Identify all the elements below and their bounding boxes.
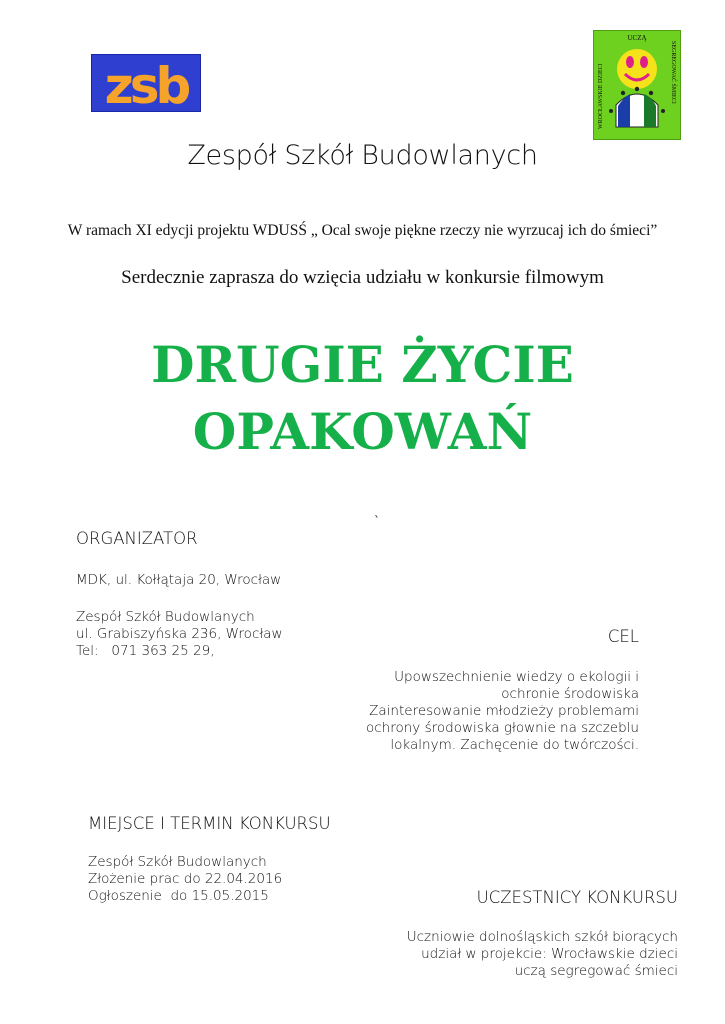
participants-line: udział w projekcie: Wrocławskie dzieci [421, 946, 678, 962]
organizer-line: Zespół Szkół Budowlanych [76, 609, 255, 625]
contest-title-line1: DRUGIE ŻYCIE [151, 335, 574, 394]
project-line: W ramach XI edycji projektu WDUSŚ „ Ocal swoje piękne rzeczy nie wyrzucaj ich do śmieci” [67, 222, 658, 239]
stray-mark: ` [374, 514, 380, 528]
organizer-line: Tel: 071 363 25 29, [76, 643, 215, 659]
school-name: Zespół Szkół Budowlanych [187, 140, 538, 171]
contest-title-line2: OPAKOWAŃ [192, 402, 533, 461]
goal-heading: CEL [607, 627, 639, 646]
goal-line: ochrony środowiska głownie na szczeblu [365, 720, 639, 736]
goal-line: lokalnym. Zachęcenie do twórczości. [390, 737, 639, 753]
wduss-logo [593, 30, 681, 140]
wduss-top-text: UCZĄ [627, 34, 647, 42]
smiley-face-icon [617, 49, 657, 89]
place-line: Zespół Szkół Budowlanych [88, 854, 267, 870]
place-heading: MIEJSCE I TERMIN KONKURSU [88, 814, 331, 833]
wduss-left-text: WROCŁAWSKIE DZIECI [598, 63, 604, 129]
goal-line: Upowszechnienie wiedzy o ekologii i [394, 669, 639, 685]
organizer-line: ul. Grabiszyńska 236, Wrocław [76, 626, 283, 642]
participants-line: uczą segregować śmieci [514, 963, 678, 979]
invite-line: Serdecznie zaprasza do wzięcia udziału w konkursie filmowym [121, 267, 604, 288]
organizer-heading: ORGANIZATOR [76, 529, 198, 548]
organizer-line: MDK, ul. Kołłątaja 20, Wrocław [76, 572, 282, 588]
zsb-logo-icon [92, 55, 200, 111]
place-line: Ogłoszenie do 15.05.2015 [88, 888, 269, 904]
participants-line: Uczniowie dolnośląskich szkół biorących [406, 929, 678, 945]
zsb-logo [91, 54, 201, 112]
participants-heading: UCZESTNICY KONKURSU [476, 888, 678, 907]
goal-line: ochronie środowiska [501, 686, 639, 702]
goal-line: Zainteresowanie młodzieży problemami [369, 703, 639, 719]
place-line: Złożenie prac do 22.04.2016 [88, 871, 283, 887]
wduss-right-text: SEGREGOWAĆ ŚMIECI [670, 41, 676, 104]
wduss-logo-icon [594, 31, 680, 139]
zsb-logo-text: zsb [104, 57, 188, 111]
